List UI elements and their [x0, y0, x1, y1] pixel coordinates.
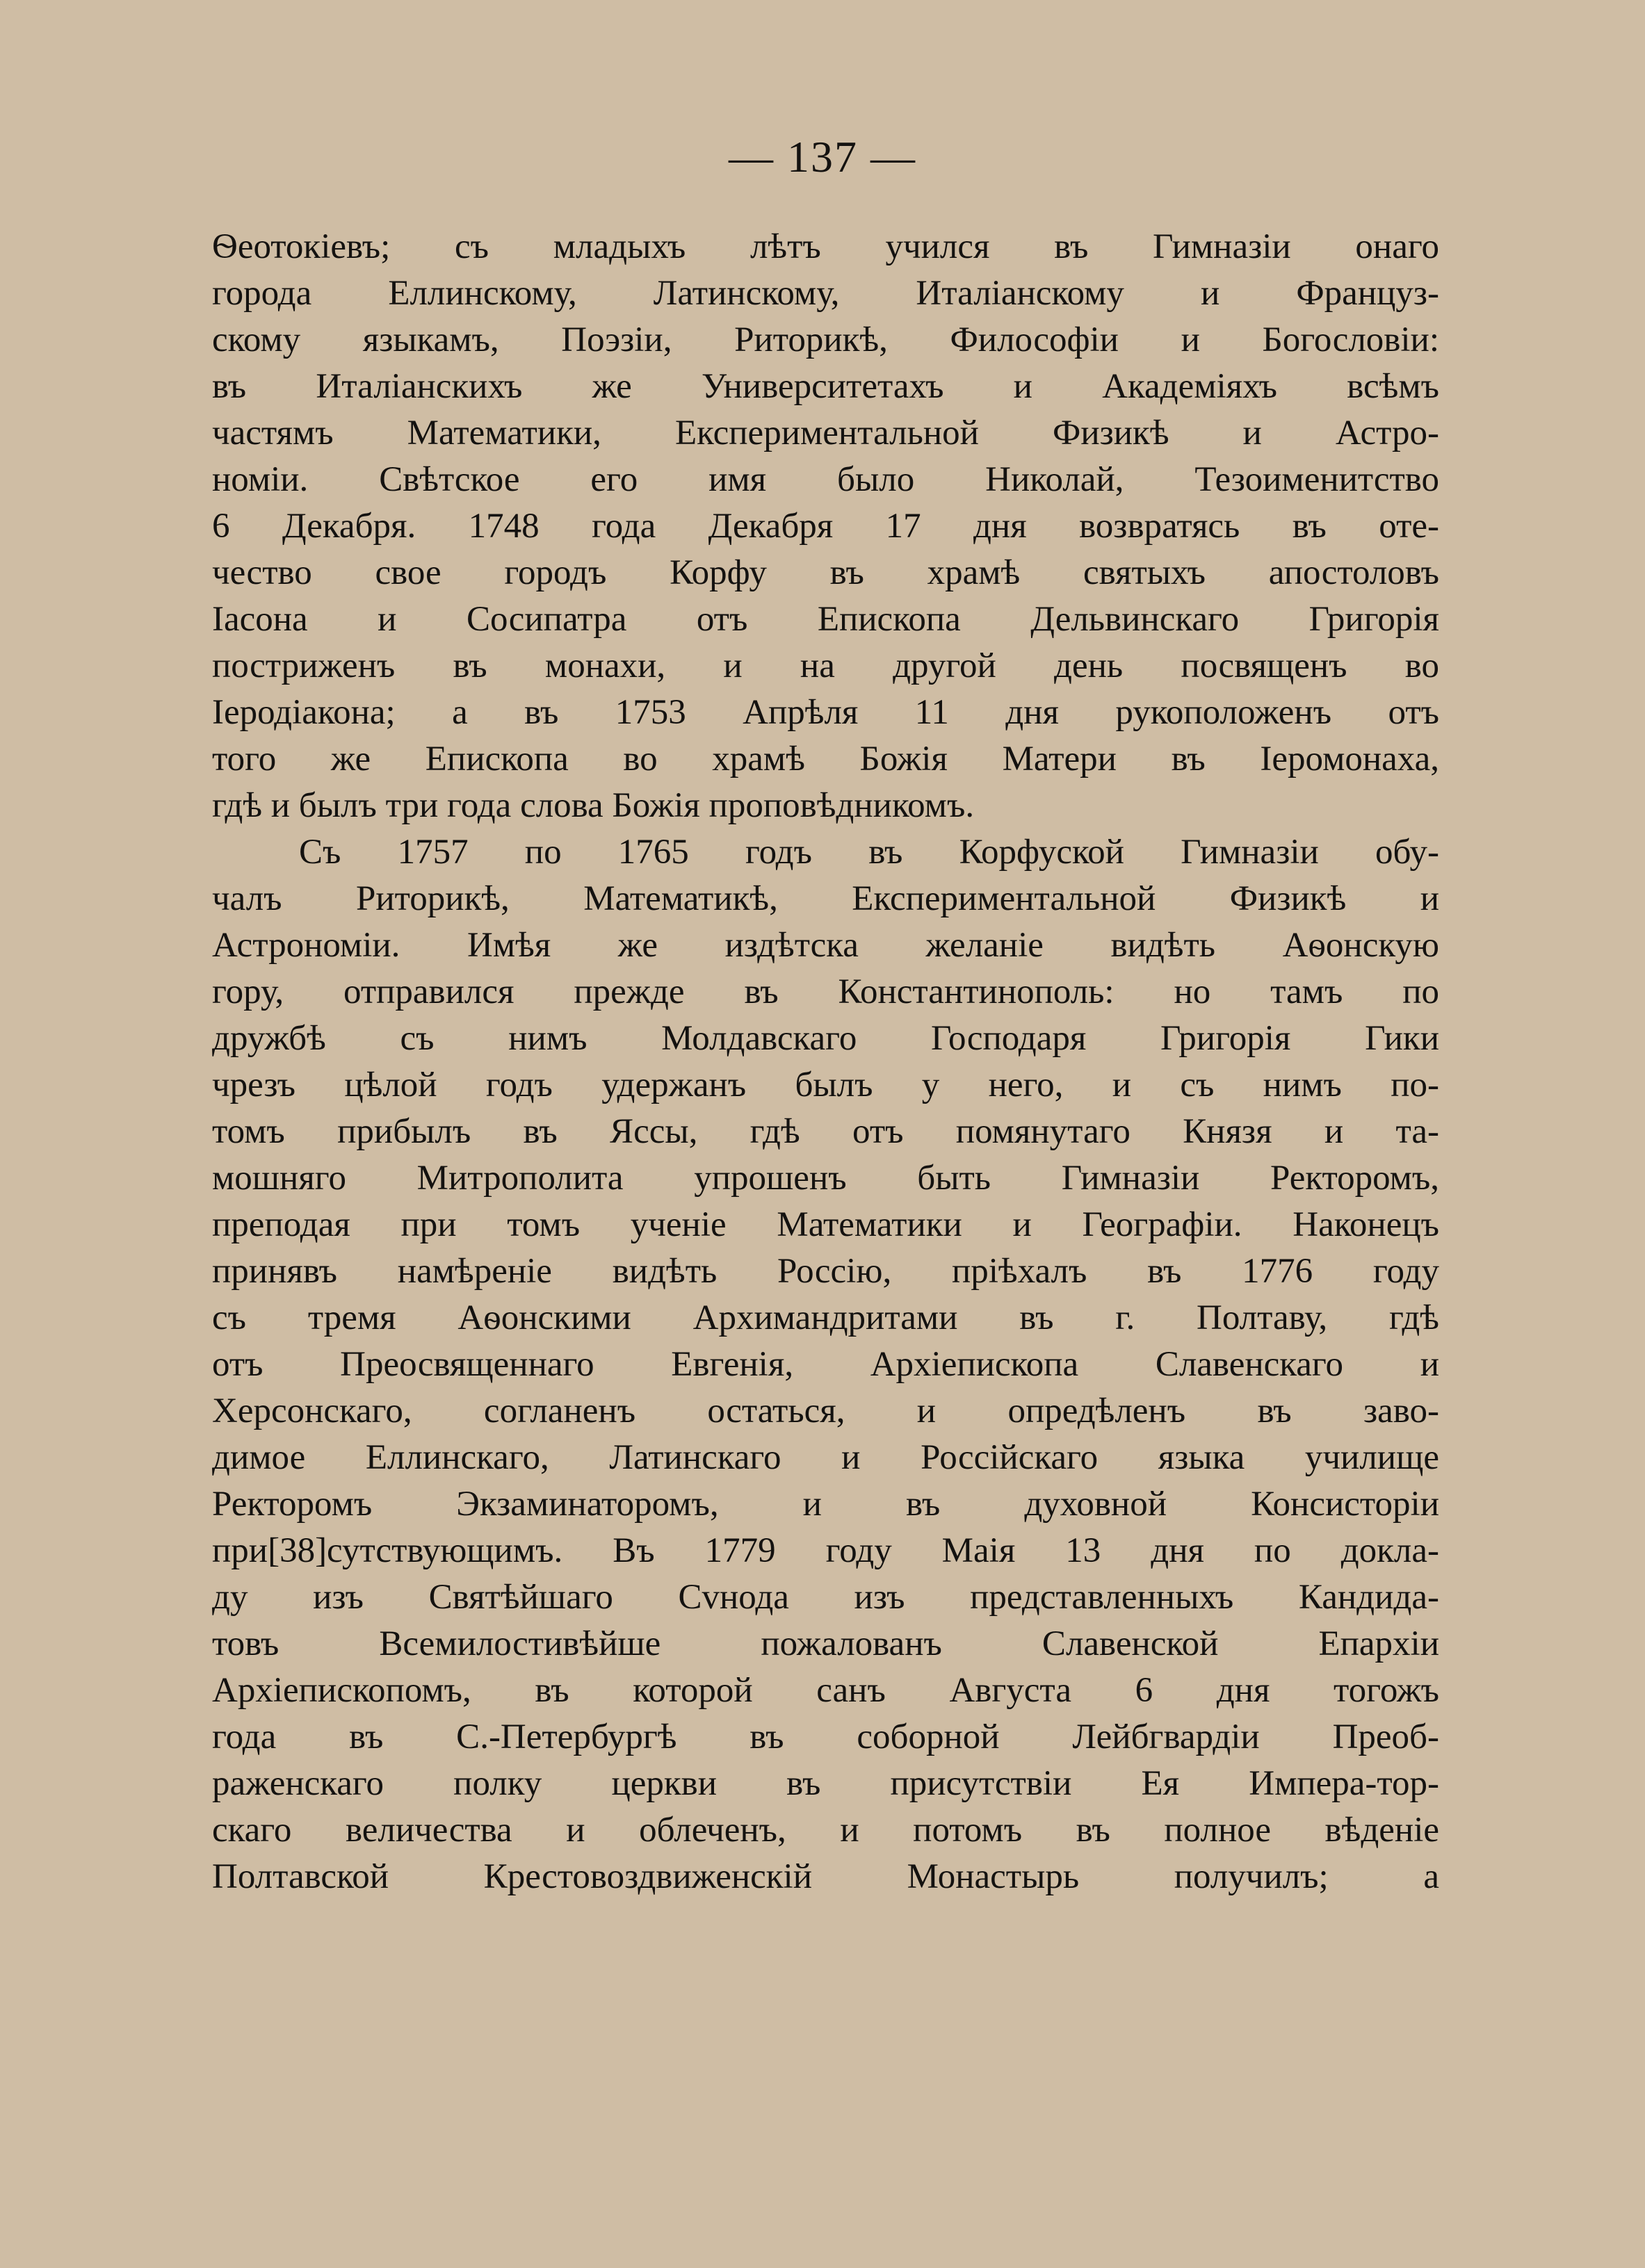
text-line: Полтавской Крестовоздвиженскій Монастырь получилъ; а [212, 1857, 1439, 1896]
text-line: раженскаго полку церкви въ присутствіи Ея Импера-тор- [212, 1764, 1439, 1803]
text-line: номіи. Свѣтское его имя было Николай, Тезоименитство [212, 460, 1439, 499]
text-line: Съ 1757 по 1765 годъ въ Корфуской Гимназіи обу- [299, 833, 1439, 872]
page-number: — 137 — [729, 132, 916, 181]
text-line: дружбѣ съ нимъ Молдавскаго Господаря Григорія Гики [212, 1019, 1439, 1058]
text-line: гору, отправился прежде въ Константинополь: но тамъ по [212, 972, 1439, 1011]
text-line: Архіепископомъ, въ которой санъ Августа 6 дня тогожъ [212, 1671, 1439, 1710]
text-line: димое Еллинскаго, Латинскаго и Россійскаго языка училище [212, 1438, 1439, 1477]
text-line: частямъ Математики, Експериментальной Физикѣ и Астро- [212, 414, 1439, 452]
text-line: преподая при томъ ученіе Математики и Географіи. Наконецъ [212, 1205, 1439, 1244]
text-line: года въ С.-Петербургѣ въ соборной Лейбгвардіи Преоб- [212, 1718, 1439, 1756]
text-line: Ректоромъ Экзаминаторомъ, и въ духовной Консисторіи [212, 1485, 1439, 1524]
text-line: чрезъ цѣлой годъ удержанъ былъ у него, и съ нимъ по- [212, 1066, 1439, 1104]
text-line: въ Италіанскихъ же Университетахъ и Академіяхъ всѣмъ [212, 367, 1439, 406]
text-line: того же Епископа во храмѣ Божія Матери въ Іеромонаха, [212, 740, 1439, 778]
text-line: чество свое городъ Корфу въ храмѣ святыхъ апостоловъ [212, 553, 1439, 592]
text-line: мошняго Митрополита упрошенъ быть Гимназіи Ректоромъ, [212, 1159, 1439, 1198]
text-line: гдѣ и былъ три года слова Божія проповѣдникомъ. [212, 786, 975, 825]
text-line: Херсонскаго, согланенъ остаться, и опредѣленъ въ заво- [212, 1392, 1439, 1430]
text-line: Іасона и Сосипатра отъ Епископа Дельвинскаго Григорія [212, 600, 1439, 639]
text-line: томъ прибылъ въ Яссы, гдѣ отъ помянутаго Князя и та- [212, 1112, 1439, 1151]
text-line: ду изъ Святѣйшаго Сvнода изъ представленныхъ Кандида- [212, 1578, 1439, 1617]
text-line: принявъ намѣреніе видѣть Россію, пріѣхалъ въ 1776 году [212, 1252, 1439, 1291]
text-line: Ѳеотокіевъ; съ младыхъ лѣтъ учился въ Гимназіи онаго [212, 227, 1439, 266]
text-line: при[38]сутствующимъ. Въ 1779 году Маія 13 дня по докла- [212, 1531, 1439, 1570]
body-text [212, 224, 1439, 1900]
text-line: скаго величества и облеченъ, и потомъ въ полное вѣденіе [212, 1811, 1439, 1850]
text-line: отъ Преосвященнаго Евгенія, Архіепископа Славенскаго и [212, 1345, 1439, 1384]
text-line: города Еллинскому, Латинскому, Италіанскому и Француз- [212, 274, 1439, 313]
text-line: Астрономіи. Имѣя же издѣтска желаніе видѣть Аѳонскую [212, 926, 1439, 965]
text-line: скому языкамъ, Поэзіи, Риторикѣ, Философіи и Богословіи: [212, 320, 1439, 359]
text-line: съ тремя Аѳонскими Архимандритами въ г. Полтаву, гдѣ [212, 1298, 1439, 1337]
text-line: Іеродіакона; а въ 1753 Апрѣля 11 дня рукоположенъ отъ [212, 693, 1439, 732]
text-line: товъ Всемилостивѣйше пожалованъ Славенской Епархіи [212, 1624, 1439, 1663]
text-line: постриженъ въ монахи, и на другой день посвященъ во [212, 646, 1439, 685]
text-line: 6 Декабря. 1748 года Декабря 17 дня возвратясь въ оте- [212, 507, 1439, 546]
text-line: чалъ Риторикѣ, Математикѣ, Експериментальной Физикѣ и [212, 879, 1439, 918]
